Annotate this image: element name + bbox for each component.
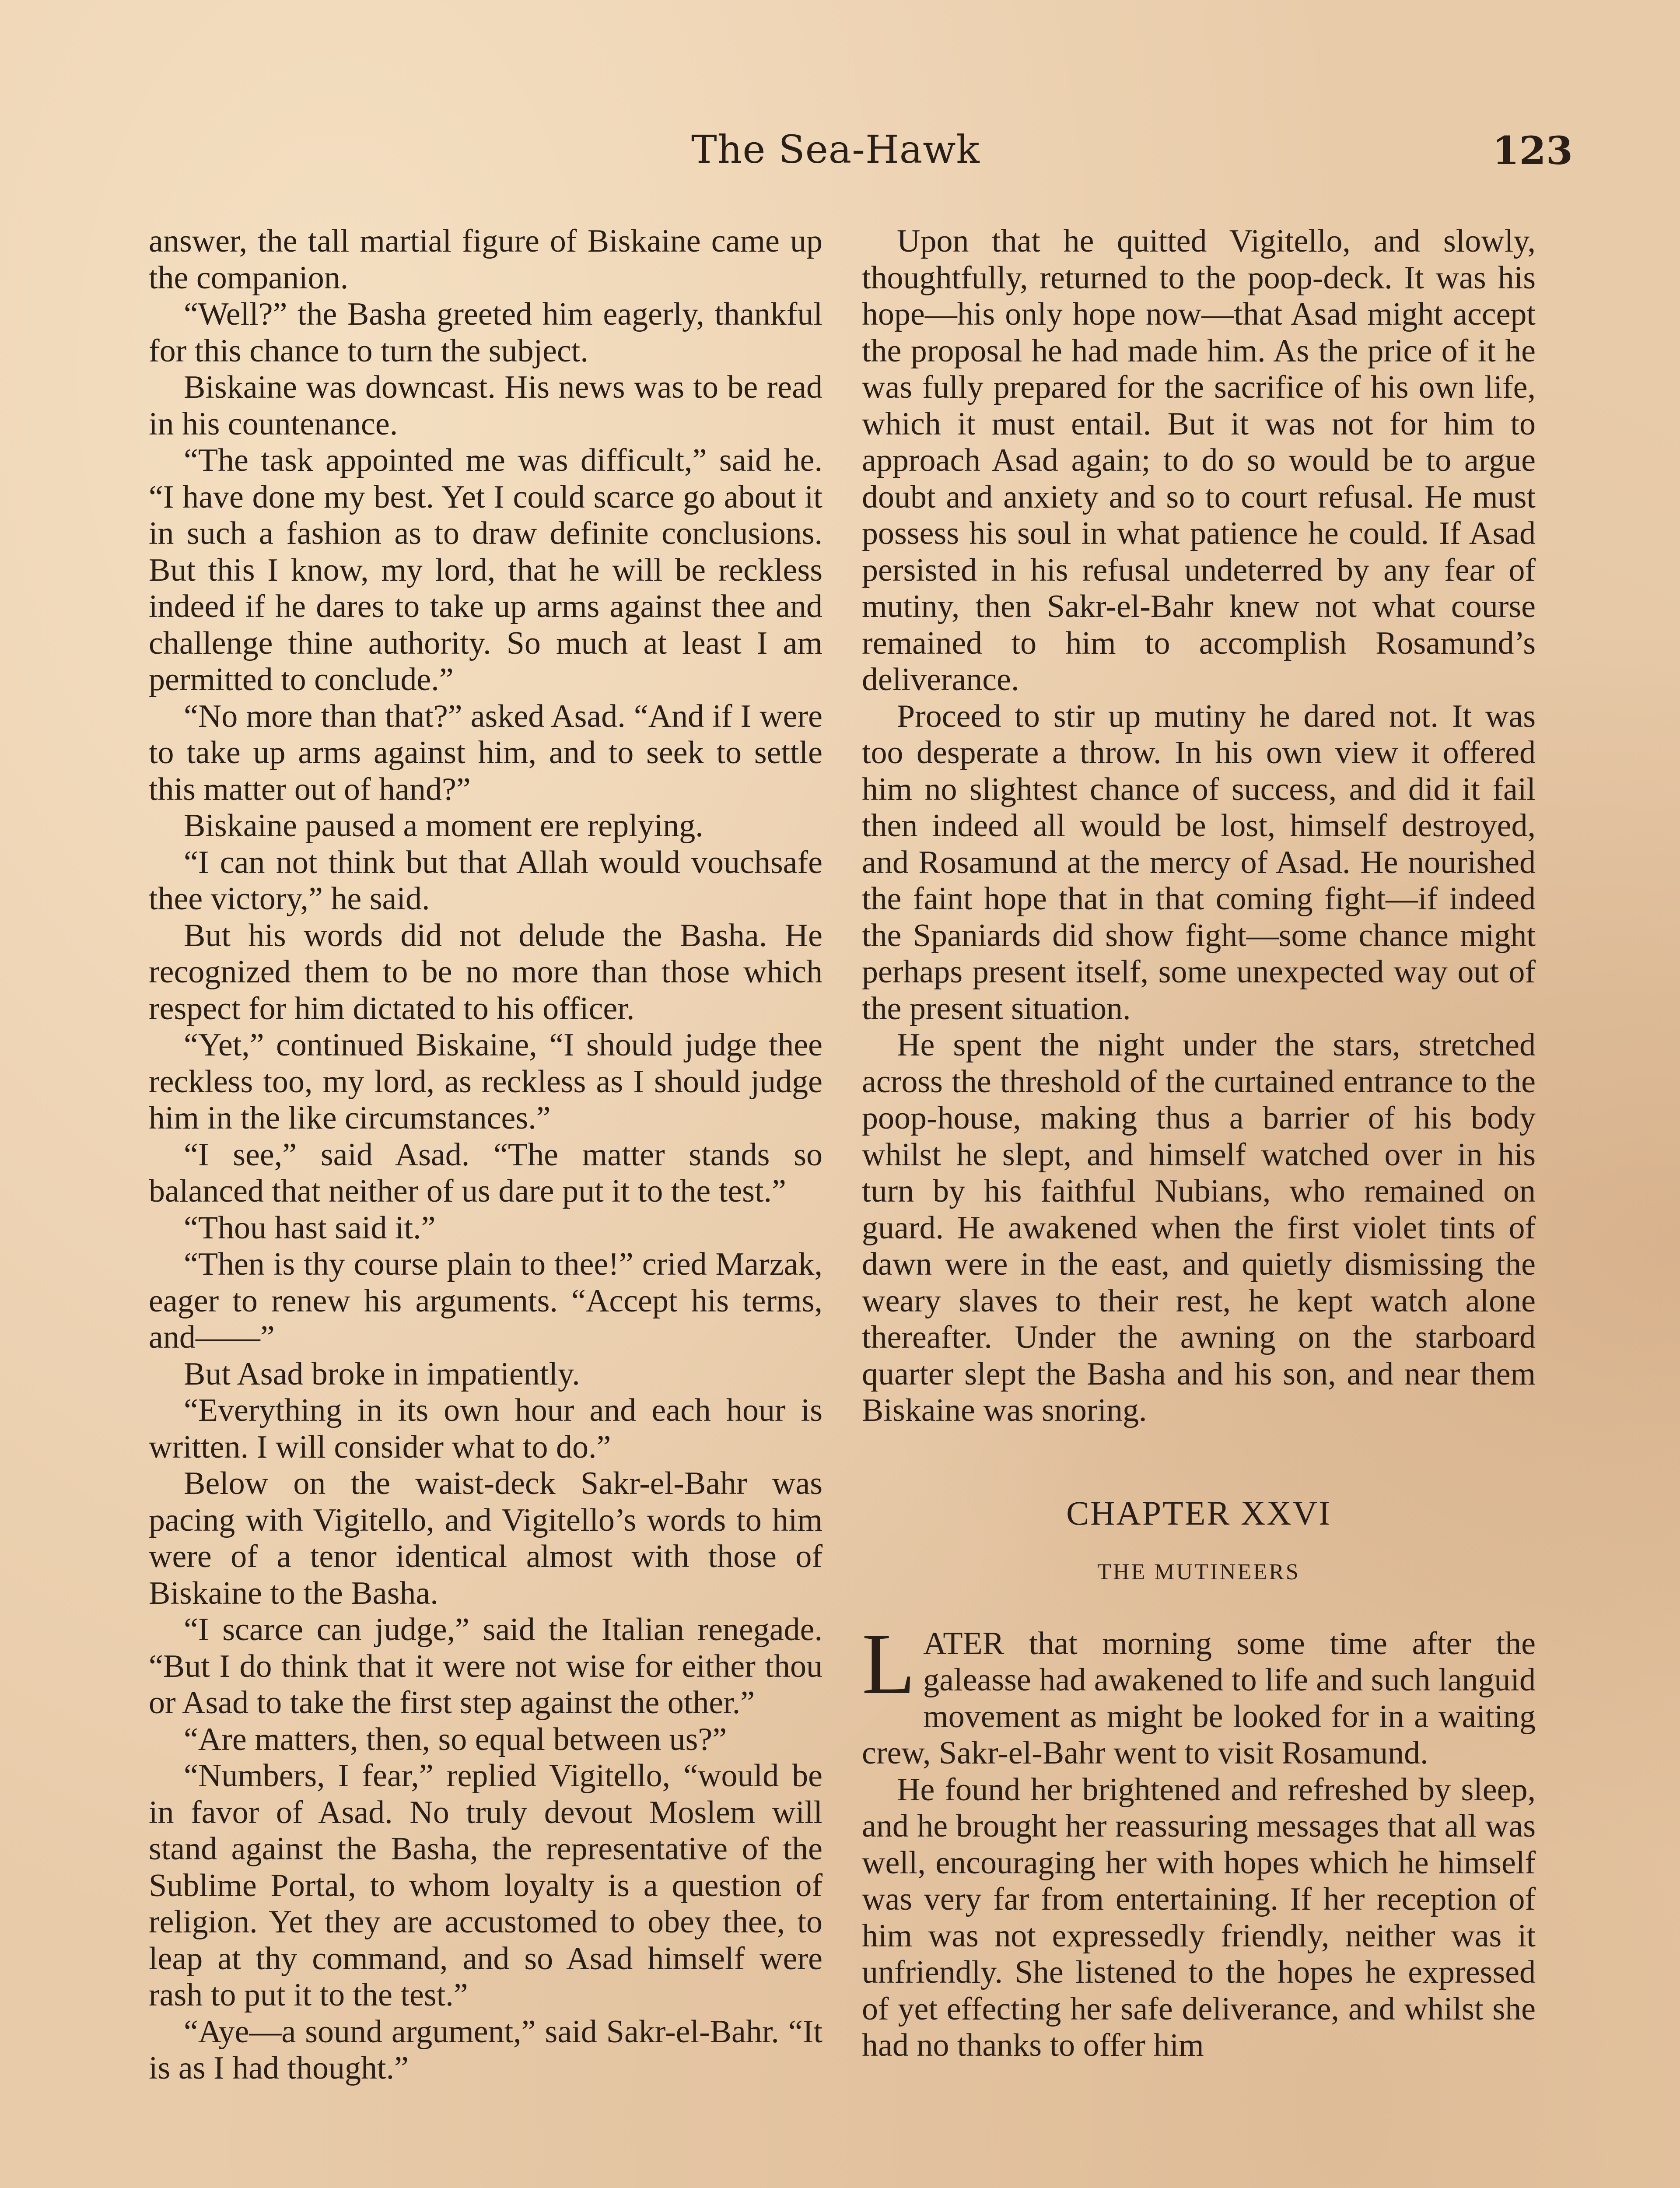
paragraph: “Everything in its own hour and each hour is written. I will consider what to do.” xyxy=(149,1392,822,1465)
paragraph: “Thou hast said it.” xyxy=(184,1210,436,1246)
chapter-first-paragraph-text: ATER that morning some time after the galeasse had awakened to life and such languid movement as might be looked for in a waiting crew, Sakr-el-Bahr went to visit Rosamund. xyxy=(862,1625,1536,1771)
chapter-heading: CHAPTER XXVI xyxy=(1066,1494,1331,1532)
paragraph: He spent the night under the stars, stretched across the threshold of the curtained entrance to the poop-house, making thus a barrier of his body whilst he slept, and himself watched over in his turn by his faithful Nubians, who remained on guard. He awakened when the first violet tints of dawn were in the east, and quietly dismissing the weary slaves to their rest, he kept watch alone thereafter. Under the awning on the starboard quarter slept the Basha and his son, and near them Biskaine was snoring. xyxy=(862,1027,1536,1428)
paragraph: “No more than that?” asked Asad. “And if I were to take up arms against him, and to seek to settle this matter out of hand?” xyxy=(149,698,822,807)
paragraph: Below on the waist-deck Sakr-el-Bahr was pacing with Vigitello, and Vigitello’s words to him were of a tenor identical almost with those of Biskaine to the Basha. xyxy=(149,1466,822,1611)
paragraph: But Asad broke in impatiently. xyxy=(184,1356,580,1392)
paragraph: “Yet,” continued Biskaine, “I should judge thee reckless too, my lord, as reckless as I should judge him in the like circumstances.” xyxy=(149,1027,822,1136)
paragraph: “Aye—a sound argument,” said Sakr-el-Bahr. “It is as I had thought.” xyxy=(149,2013,822,2086)
paragraph: Upon that he quitted Vigitello, and slowly, thoughtfully, returned to the poop-deck. It was his hope—his only hope now—that Asad might accept the proposal he had made him. As the price of it he was fully prepared for the sacrifice of his own life, which it must entail. But it was not for him to approach Asad again; to do so would be to argue doubt and anxiety and so to court refusal. He must possess his soul in what patience he could. If Asad persisted in his refusal undeterred by any fear of mutiny, then Sakr-el-Bahr knew not what course remained to him to accomplish Rosamund’s deliverance. xyxy=(862,223,1536,698)
paragraph: answer, the tall martial figure of Biskaine came up the companion. xyxy=(149,223,822,296)
paragraph: Biskaine was downcast. His news was to be read in his countenance. xyxy=(149,369,822,442)
drop-cap: L xyxy=(862,1615,916,1712)
paragraph: He found her brightened and refreshed by sleep, and he brought her reassuring messages that all was well, encouraging her with hopes which he himself was very far from entertaining. If her reception of him was not expressedly friendly, neither was it unfriendly. She listened to the hopes he expressed of yet effecting her safe deliverance, and whilst she had no thanks to offer him xyxy=(862,1771,1536,2063)
running-title: The Sea-Hawk xyxy=(691,127,980,172)
page-number: 123 xyxy=(1492,128,1573,173)
paragraph: “I scarce can judge,” said the Italian renegade. “But I do think that it were not wise for either thou or Asad to take the first step against the other.” xyxy=(149,1612,822,1721)
paragraph: But his words did not delude the Basha. He recognized them to be no more than those which respect for him dictated to his officer. xyxy=(149,917,822,1027)
page-header xyxy=(0,127,1680,188)
paragraph: “Numbers, I fear,” replied Vigitello, “would be in favor of Asad. No truly devout Moslem will stand against the Basha, the representative of the Sublime Portal, to whom loyalty is a question of religion. Yet they are accustomed to obey thee, to leap at thy command, and so Asad himself were rash to put it to the test.” xyxy=(149,1758,822,2013)
chapter-first-paragraph xyxy=(862,1615,1536,1772)
paragraph: “Are matters, then, so equal between us?” xyxy=(184,1721,727,1757)
paragraph: “Well?” the Basha greeted him eagerly, thankful for this chance to turn the subject. xyxy=(149,296,822,369)
right-column xyxy=(862,223,1536,2064)
paragraph: “I see,” said Asad. “The matter stands so balanced that neither of us dare put it to the test.” xyxy=(149,1136,822,1209)
chapter-subtitle: THE MUTINEERS xyxy=(1097,1560,1300,1585)
left-column xyxy=(149,223,822,2087)
paragraph: “Then is thy course plain to thee!” cried Marzak, eager to renew his arguments. “Accept his terms, and——” xyxy=(149,1246,822,1355)
paragraph: “The task appointed me was difficult,” said he. “I have done my best. Yet I could scarce go about it in such a fashion as to draw definite conclusions. But this I know, my lord, that he will be reckless indeed if he dares to take up arms against thee and challenge thine authority. So much at least I am permitted to conclude.” xyxy=(149,442,822,698)
paragraph: Biskaine paused a moment ere replying. xyxy=(184,808,704,844)
paragraph: Proceed to stir up mutiny he dared not. It was too desperate a throw. In his own view it offered him no slightest chance of success, and did it fail then indeed all would be lost, himself destroyed, and Rosamund at the mercy of Asad. He nourished the faint hope that in that coming fight—if indeed the Spaniards did show fight—some chance might perhaps present itself, some unexpected way out of the present situation. xyxy=(862,698,1536,1027)
paragraph: “I can not think but that Allah would vouchsafe thee victory,” he said. xyxy=(149,844,822,917)
